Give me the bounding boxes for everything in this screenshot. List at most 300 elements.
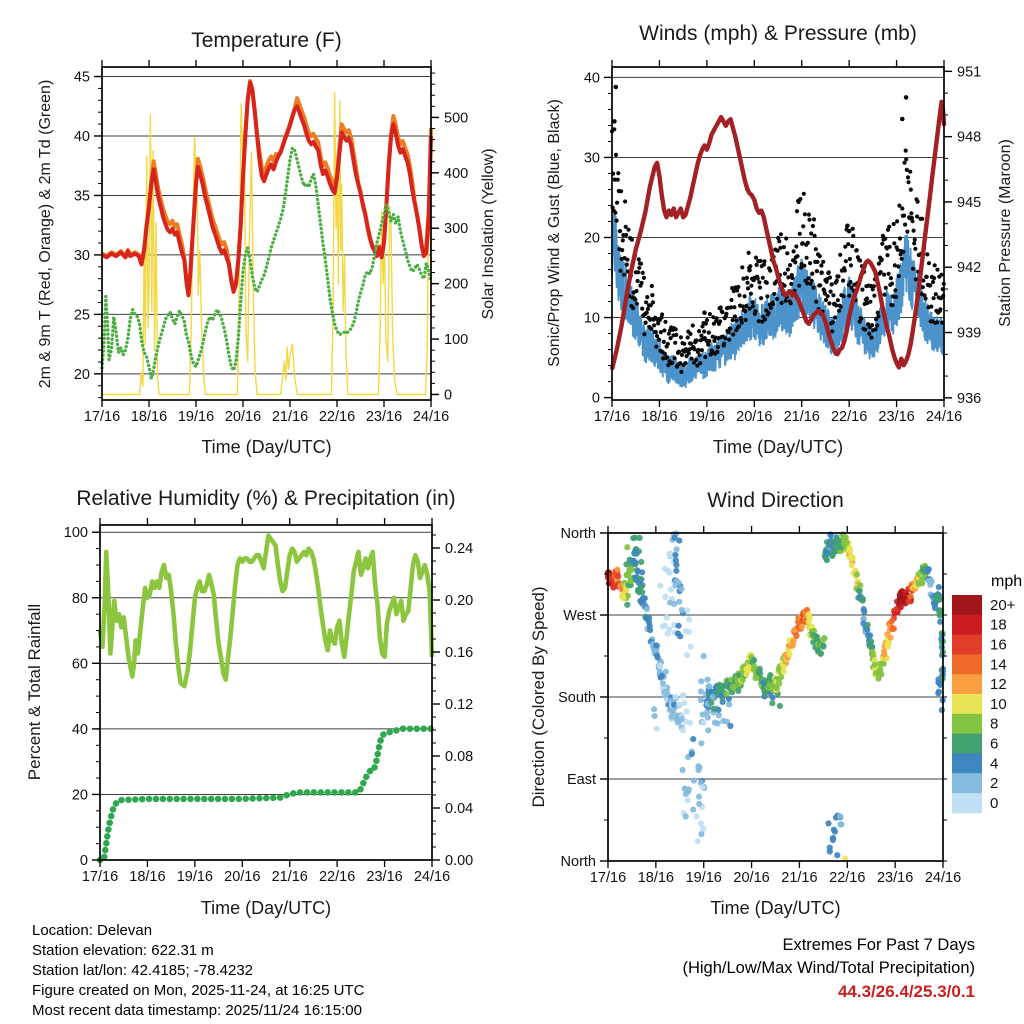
winds-pressure-chart-title: Winds (mph) & Pressure (mb) [639, 22, 917, 45]
gust-dot [789, 282, 793, 286]
gust-dot [802, 264, 806, 268]
x-tick-label: 22/16 [829, 870, 866, 886]
colorbar-tick-label: 16 [990, 636, 1007, 654]
colorbar-unit-label: mph [991, 573, 1023, 590]
gust-dot [894, 295, 898, 299]
wind-direction-dot [680, 727, 686, 733]
colorbar-tick-label: 4 [990, 755, 999, 773]
x-tick-label: 21/16 [271, 869, 308, 885]
extremes-title: Extremes For Past 7 Days [782, 936, 975, 954]
gust-dot [896, 264, 900, 268]
extremes-block [682, 934, 975, 1003]
y-tick-label: North [560, 526, 596, 542]
y-tick-label: 200 [444, 276, 469, 293]
gust-dot [768, 269, 772, 273]
x-tick-label: 23/16 [366, 869, 403, 885]
gust-dot [727, 330, 731, 334]
x-tick-label: 20/16 [733, 870, 770, 886]
gust-dot [719, 305, 723, 309]
gust-dot [872, 284, 876, 288]
y-tick-label: 30 [583, 150, 600, 167]
gust-dot [679, 370, 683, 374]
gust-dot [833, 315, 837, 319]
gust-dot [931, 280, 935, 284]
station-info-block [32, 921, 364, 1021]
gust-dot [911, 267, 915, 271]
gust-dot [810, 272, 814, 276]
gust-dot [749, 284, 753, 288]
y-tick-label: 951 [957, 64, 982, 81]
gust-dot [867, 332, 871, 336]
gust-dot [928, 283, 932, 287]
wind-direction-dot [834, 852, 840, 858]
gust-dot [689, 342, 693, 346]
gust-dot [813, 234, 817, 238]
gust-dot [751, 300, 755, 304]
wind-direction-dot [867, 632, 873, 638]
gust-dot [624, 233, 628, 237]
colorbar-tick-label: 20+ [990, 596, 1016, 614]
gust-dot [890, 282, 894, 286]
y-tick-label: South [558, 690, 596, 706]
gust-dot [724, 312, 728, 316]
figure-created-timestamp: Figure created on Mon, 2025-11-24, at 16:25 UTC [32, 982, 365, 999]
wind-direction-dot [807, 615, 813, 621]
gust-dot [645, 311, 649, 315]
gust-dot [716, 345, 720, 349]
gust-dot [925, 252, 929, 256]
colorbar-segment [952, 714, 982, 734]
gust-dot [855, 248, 859, 252]
y-tick-label: 942 [957, 260, 982, 277]
wind-direction-dot [647, 627, 653, 633]
x-tick-label: 21/16 [783, 409, 820, 425]
gust-dot [618, 269, 622, 273]
x-tick-label: 18/16 [130, 409, 168, 425]
gust-outlier-dot [904, 95, 909, 100]
gust-dot [792, 249, 796, 253]
wind-direction-xlabel: Time (Day/UTC) [710, 898, 841, 918]
wind-direction-dot [860, 596, 866, 602]
gust-dot [797, 284, 801, 288]
gust-dot [637, 257, 641, 261]
gust-dot [626, 228, 630, 232]
gust-dot [640, 281, 644, 285]
gust-dot [882, 273, 886, 277]
wind-direction-dot [939, 707, 945, 713]
gust-dot [735, 318, 739, 322]
gust-dot [835, 279, 839, 283]
colorbar-segment [952, 654, 982, 674]
gust-dot [784, 236, 788, 240]
wind-direction-dot [679, 693, 685, 699]
y-tick-label: 500 [444, 110, 469, 127]
wind-direction-dot [716, 712, 722, 718]
gust-dot [891, 303, 895, 307]
gust-dot [819, 263, 823, 267]
wind-direction-dot [868, 638, 874, 644]
gust-dot [758, 285, 762, 289]
x-tick-label: 21/16 [781, 870, 818, 886]
wind-direction-dot [624, 544, 630, 550]
gust-dot [843, 268, 847, 272]
wind-direction-dot [844, 539, 850, 545]
wind-direction-dot [711, 706, 717, 712]
gust-dot [901, 250, 905, 254]
x-tick-label: 21/16 [271, 409, 309, 425]
gust-dot [782, 245, 786, 249]
wind-direction-dot [781, 664, 787, 670]
gust-dot [649, 327, 653, 331]
gust-dot [826, 294, 830, 298]
gust-dot [766, 311, 770, 315]
gust-dot [900, 206, 904, 210]
wind-direction-dot [673, 568, 679, 574]
wind-direction-dot [686, 629, 692, 635]
gust-dot [788, 263, 792, 267]
gust-dot [814, 300, 818, 304]
gust-dot [723, 336, 727, 340]
temperature-plot [74, 60, 468, 425]
gust-dot [746, 286, 750, 290]
wind-direction-dot [888, 635, 894, 641]
wind-direction-dot [676, 599, 682, 605]
gust-dot [851, 234, 855, 238]
wind-direction-dot [827, 845, 833, 851]
y-tick-label: 20 [583, 230, 600, 247]
gust-dot [863, 328, 867, 332]
gust-dot [731, 332, 735, 336]
x-tick-label: 22/16 [318, 869, 356, 885]
pressure-ylabel-right: Station Pressure (Maroon) [997, 139, 1014, 327]
x-tick-label: 18/16 [637, 870, 675, 886]
gust-dot [831, 320, 835, 324]
humidity-precip-chart-title: Relative Humidity (%) & Precipitation (in) [76, 487, 456, 510]
y-tick-label: 0.04 [445, 801, 474, 818]
gust-dot [847, 294, 851, 298]
gust-dot [893, 288, 897, 292]
gust-dot [720, 310, 724, 314]
wind-direction-dot [918, 580, 924, 586]
gust-dot [909, 211, 913, 215]
gust-dot [639, 262, 643, 266]
wind-direction-dot [751, 657, 757, 663]
gust-dot [780, 301, 784, 305]
y-tick-label: 20 [71, 787, 88, 804]
gust-dot [654, 345, 658, 349]
gust-dot [743, 294, 747, 298]
gust-dot [650, 293, 654, 297]
wind-direction-dot [770, 694, 776, 700]
wind-direction-plot [558, 526, 961, 886]
wind-direction-dot [850, 555, 856, 561]
x-tick-label: 17/16 [593, 409, 631, 425]
gust-dot [636, 279, 640, 283]
gust-dot [745, 281, 749, 285]
gust-dot [698, 361, 702, 365]
gust-dot [904, 149, 908, 153]
wind-direction-dot [698, 740, 704, 746]
wind-direction-dot [660, 680, 666, 686]
colorbar-tick-label: 12 [990, 676, 1007, 694]
wind-direction-dot [690, 807, 696, 813]
gust-dot [757, 280, 761, 284]
gust-dot [673, 341, 677, 345]
gust-dot [729, 298, 733, 302]
wind-direction-dot [673, 557, 679, 563]
gust-dot [745, 276, 749, 280]
gust-dot [883, 293, 887, 297]
wind-direction-dot [727, 723, 733, 729]
wind-direction-dot [857, 588, 863, 594]
wind-direction-dot [776, 681, 782, 687]
wind-direction-dot [666, 626, 672, 632]
gust-dot [777, 239, 781, 243]
wind-direction-dot [820, 644, 826, 650]
gust-dot [865, 296, 869, 300]
wind-direction-dot [688, 643, 694, 649]
gust-dot [645, 295, 649, 299]
wind-direction-dot [818, 650, 824, 656]
gust-dot [934, 292, 938, 296]
gust-dot [666, 342, 670, 346]
gust-dot [869, 336, 873, 340]
wind-direction-dot [847, 547, 853, 553]
wind-direction-dot [624, 602, 630, 608]
gust-dot [921, 285, 925, 289]
y-tick-label: 10 [583, 310, 600, 327]
wind-direction-dot [697, 764, 703, 770]
plot-frame [100, 525, 432, 860]
wind-direction-dot [751, 663, 757, 669]
temperature-ylabel-left: 2m & 9m T (Red, Orange) & 2m Td (Green) [37, 79, 54, 389]
wind-direction-dot [726, 701, 732, 707]
gust-dot [634, 289, 638, 293]
x-tick-label: 22/16 [830, 409, 868, 425]
wind-direction-dot [682, 786, 688, 792]
y-tick-label: 80 [71, 590, 88, 607]
wind-direction-dot [726, 696, 732, 702]
wind-direction-dot [677, 702, 683, 708]
y-tick-label: 0.08 [445, 749, 474, 766]
x-tick-label: 19/16 [176, 869, 214, 885]
gust-dot [892, 222, 896, 226]
gust-dot [829, 290, 833, 294]
gust-dot [880, 242, 884, 246]
y-tick-label: 948 [957, 129, 982, 146]
y-tick-label: 40 [71, 721, 88, 738]
wind-direction-dot [830, 837, 836, 843]
gust-dot [765, 294, 769, 298]
gust-dot [758, 259, 762, 263]
wind-direction-dot [662, 594, 668, 600]
station-latlon: Station lat/lon: 42.4185; -78.4232 [32, 962, 254, 979]
wind-direction-dot [769, 700, 775, 706]
gust-dot [619, 189, 623, 193]
wind-direction-dot [667, 600, 673, 606]
wind-direction-dot [786, 651, 792, 657]
gust-dot [892, 241, 896, 245]
colorbar-tick-label: 10 [990, 695, 1007, 713]
gust-outlier-dot [614, 85, 619, 90]
gust-dot [836, 298, 840, 302]
gust-dot [779, 232, 783, 236]
gust-dot [814, 247, 818, 251]
x-tick-label: 18/16 [641, 409, 678, 425]
colorbar-segment [952, 595, 982, 615]
gust-dot [859, 317, 863, 321]
gust-dot [938, 307, 942, 311]
x-tick-label: 20/16 [736, 409, 773, 425]
gust-dot [654, 330, 658, 334]
gust-dot [622, 273, 626, 277]
gust-dot [838, 253, 842, 257]
gust-dot [920, 217, 924, 221]
gust-dot [924, 296, 928, 300]
gust-dot [775, 297, 779, 301]
gust-dot [806, 241, 810, 245]
gust-dot [927, 261, 931, 265]
gust-dot [912, 229, 916, 233]
colorbar-tick-label: 0 [990, 794, 999, 812]
x-tick-label: 24/16 [413, 869, 451, 885]
gust-dot [683, 361, 687, 365]
gust-dot [906, 180, 910, 184]
y-tick-label: West [563, 608, 596, 624]
gust-dot [909, 188, 913, 192]
gust-dot [749, 292, 753, 296]
gust-dot [642, 332, 646, 336]
gust-dot [692, 347, 696, 351]
x-tick-label: 24/16 [925, 409, 963, 425]
wind-direction-dot [630, 535, 636, 541]
wind-direction-dot [701, 653, 707, 659]
x-tick-label: 19/16 [685, 870, 722, 886]
gust-dot [850, 244, 854, 248]
gust-outlier-dot [747, 268, 752, 273]
x-tick-label: 20/16 [224, 409, 262, 425]
y-tick-label: 936 [957, 390, 982, 407]
gust-dot [837, 309, 841, 313]
colorbar-tick-label: 8 [990, 715, 999, 733]
y-tick-label: 30 [73, 247, 90, 264]
gust-dot [887, 225, 891, 229]
wind-direction-dot [638, 559, 644, 565]
humidity-precip-plot [64, 518, 473, 885]
gust-dot [848, 280, 852, 284]
gust-dot [682, 342, 686, 346]
gust-dot [662, 340, 666, 344]
wind-direction-dot [881, 652, 887, 658]
gust-dot [889, 276, 893, 280]
gust-dot [642, 276, 646, 280]
y-tick-label: 939 [957, 325, 982, 342]
wind-direction-dot [690, 736, 696, 742]
gust-dot [646, 307, 650, 311]
colorbar-tick-label: 6 [990, 735, 999, 753]
colorbar-tick-label: 2 [990, 775, 999, 793]
gust-dot [759, 296, 763, 300]
gust-dot [772, 292, 776, 296]
y-tick-label: 20 [73, 366, 90, 383]
wind-direction-dot [869, 649, 875, 655]
gust-dot [827, 301, 831, 305]
station-elevation: Station elevation: 622.31 m [32, 942, 214, 959]
wind-direction-dot [849, 562, 855, 568]
colorbar-tick-label: 18 [990, 616, 1007, 634]
wind-direction-dot [934, 593, 940, 599]
x-tick-label: 17/16 [83, 409, 121, 425]
wind-direction-dot [628, 566, 634, 572]
y-tick-label: 0.16 [445, 645, 474, 662]
colorbar-segment [952, 773, 982, 793]
x-tick-label: 24/16 [924, 870, 962, 886]
gust-dot [615, 201, 619, 205]
gust-dot [888, 245, 892, 249]
gust-dot [637, 266, 641, 270]
wind-direction-dot [698, 697, 704, 703]
wind-direction-dot [676, 623, 682, 629]
wind-direction-dot [695, 838, 701, 844]
y-tick-label: 45 [73, 69, 90, 86]
wind-direction-dot [926, 566, 932, 572]
y-tick-label: East [566, 772, 596, 788]
y-tick-label: 60 [71, 656, 88, 673]
gust-dot [808, 261, 812, 265]
wind-direction-dot [657, 583, 663, 589]
wind-direction-dot [615, 573, 621, 579]
gust-dot [695, 338, 699, 342]
wind-direction-dot [699, 784, 705, 790]
wind-direction-dot [696, 801, 702, 807]
wind-direction-dot [908, 593, 914, 599]
gust-dot [718, 319, 722, 323]
gust-dot [640, 307, 644, 311]
wind-direction-dot [889, 618, 895, 624]
gust-dot [662, 328, 666, 332]
gust-dot [748, 264, 752, 268]
wind-direction-dot [698, 678, 704, 684]
gust-dot [650, 284, 654, 288]
gust-dot [687, 351, 691, 355]
wind-direction-dot [884, 641, 890, 647]
gust-dot [883, 237, 887, 241]
gust-dot [625, 258, 629, 262]
wind-direction-dot [939, 630, 945, 636]
gust-dot [715, 350, 719, 354]
gust-dot [722, 342, 726, 346]
gust-dot [812, 217, 816, 221]
wind-gust-ylabel-left: Sonic/Prop Wind & Gust (Blue, Black) [546, 99, 563, 367]
x-tick-label: 22/16 [318, 409, 356, 425]
extremes-subtitle: (High/Low/Max Wind/Total Precipitation) [682, 959, 975, 977]
wind-direction-dot [657, 663, 663, 669]
wind-direction-dot [700, 720, 706, 726]
gust-dot [906, 175, 910, 179]
y-tick-label: 945 [957, 194, 982, 211]
gust-dot [652, 323, 656, 327]
wind-direction-dot [705, 677, 711, 683]
wind-direction-dot [881, 661, 887, 667]
wind-direction-dot [698, 820, 704, 826]
gust-dot [747, 251, 751, 255]
wind-direction-dot [680, 767, 686, 773]
gust-dot [743, 309, 747, 313]
gust-dot [670, 361, 674, 365]
gust-dot [925, 275, 929, 279]
gust-dot [887, 272, 891, 276]
gust-dot [633, 298, 637, 302]
